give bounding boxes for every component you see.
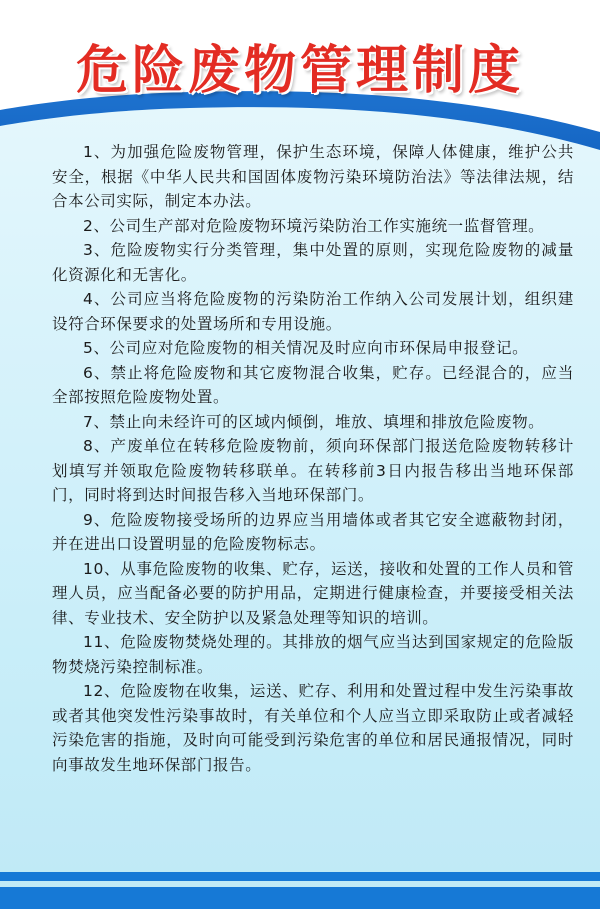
rule-item-1: 1、为加强危险废物管理，保护生态环境，保障人体健康，维护公共安全，根据《中华人民共和国固体废物污染环境防治法》等法律法规，结合本公司实际，制定本办法。: [52, 143, 574, 210]
rule-item-4: 4、公司应当将危险废物的污染防治工作纳入公司发展计划，组织建设符合环保要求的处置场所和专用设施。: [52, 290, 574, 333]
rules-list: [52, 140, 574, 777]
rule-item-11: 11、危险废物焚烧处理的。其排放的烟气应当达到国家规定的危险版物焚烧污染控制标准。: [52, 633, 574, 676]
rule-item-9: 9、危险废物接受场所的边界应当用墙体或者其它安全遮蔽物封闭，并在进出口设置明显的危险废物标志。: [52, 510, 574, 553]
rule-item-12: 12、危险废物在收集，运送、贮存、利用和处置过程中发生污染事故或者其他突发性污染事故时，有关单位和个人应当立即采取防止或者减轻污染危害的指施，及时向可能受到污染危害的单位和居民通报情况，同时向事故发生地环保部门报告。: [52, 682, 574, 774]
rule-item-2: 2、公司生产部对危险废物环境污染防治工作实施统一监督管理。: [83, 216, 545, 235]
page-title: 危险废物管理制度: [75, 40, 524, 101]
rule-item-3: 3、危险废物实行分类管理，集中处置的原则，实现危险废物的减量化资源化和无害化。: [52, 241, 574, 284]
footer-stripe-thick: [0, 887, 600, 909]
footer-stripe-thin: [0, 872, 600, 881]
rule-item-5: 5、公司应对危险废物的相关情况及时应向市环保局申报登记。: [83, 339, 529, 357]
rule-item-7: 7、禁止向未经许可的区域内倾倒，堆放、填埋和排放危险废物。: [83, 412, 545, 431]
rule-item-8: 8、产废单位在转移危险废物前，须向环保部门报送危险废物转移计划填写并领取危险废物转移联单。在转移前3日内报告移出当地环保部门，同时将到达时间报告移入当地环保部门。: [52, 437, 574, 504]
rule-item-6: 6、禁止将危险废物和其它废物混合收集，贮存。已经混合的，应当全部按照危险废物处置。: [52, 363, 574, 406]
rule-item-10: 10、从事危险废物的收集、贮存，运送，接收和处置的工作人员和管理人员，应当配备必要的防护用品，定期进行健康检查，并要接受相关法律、专业技术、安全防护以及紧急处理等知识的培训。: [52, 559, 574, 627]
